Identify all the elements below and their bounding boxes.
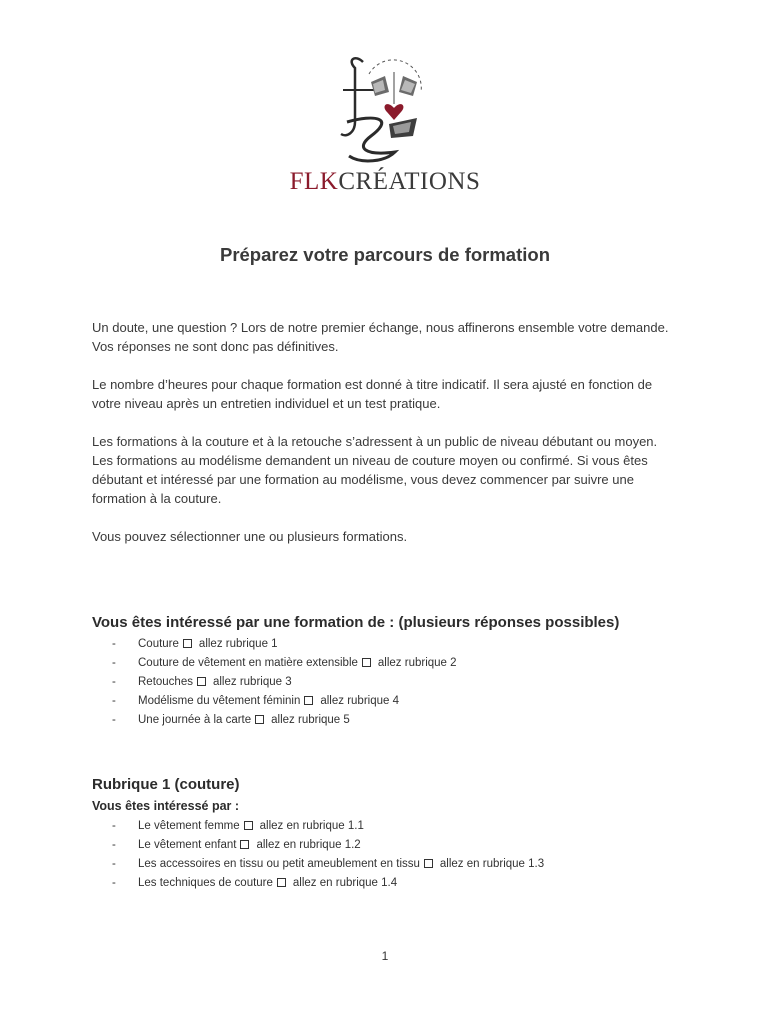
list-item: - Couture de vêtement en matière extensible allez rubrique 2 xyxy=(110,654,457,673)
page-title: Préparez votre parcours de formation xyxy=(219,244,550,265)
brand-flk: FLK xyxy=(289,168,339,195)
formation-list xyxy=(110,635,457,730)
list-item: - Modélisme du vêtement féminin allez rubrique 4 xyxy=(110,692,457,711)
intro-paragraph-2: Le nombre d’heures pour chaque formation est donné à titre indicatif. Il sera ajusté en fonction de votre niveau après un entretien individuel et un test pratique. xyxy=(92,377,653,411)
checkbox[interactable] xyxy=(240,840,249,849)
brand-creations: CRÉATIONS xyxy=(338,168,481,195)
brand-name xyxy=(270,167,500,197)
list-item: - Retouches allez rubrique 3 xyxy=(110,673,457,692)
list-item: - Couture allez rubrique 1 xyxy=(110,635,457,654)
intro-paragraph-3b: Les formations au modélisme demandent un niveau de couture moyen ou confirmé. Si vous êtes débutant et intéressé par une formation au modélisme, vous devez commencer par suivre une formation à la couture. xyxy=(92,453,648,506)
checkbox[interactable] xyxy=(183,639,192,648)
logo-emblem-icon xyxy=(325,52,445,167)
checkbox[interactable] xyxy=(362,658,371,667)
intro-paragraph-3a: Les formations à la couture et à la retouche s’adressent à un public de niveau débutant ou moyen. xyxy=(92,434,658,449)
rubrique1-heading: Rubrique 1 (couture) xyxy=(92,776,240,793)
rubrique1-list xyxy=(110,817,544,893)
checkbox[interactable] xyxy=(197,677,206,686)
checkbox[interactable] xyxy=(304,696,313,705)
intro-paragraph-4: Vous pouvez sélectionner une ou plusieurs formations. xyxy=(92,529,408,544)
rubrique1-subheading: Vous êtes intéressé par : xyxy=(92,799,240,813)
list-item: - Le vêtement femme allez en rubrique 1.1 xyxy=(110,817,544,836)
checkbox[interactable] xyxy=(424,859,433,868)
checkbox[interactable] xyxy=(244,821,253,830)
checkbox[interactable] xyxy=(255,715,264,724)
list-item: - Les techniques de couture allez en rubrique 1.4 xyxy=(110,874,544,893)
page-number: 1 xyxy=(381,949,389,963)
checkbox[interactable] xyxy=(277,878,286,887)
formation-heading: Vous êtes intéressé par une formation de : (plusieurs réponses possibles) xyxy=(92,614,620,631)
list-item: - Une journée à la carte allez rubrique 5 xyxy=(110,711,457,730)
list-item: - Le vêtement enfant allez en rubrique 1.2 xyxy=(110,836,544,855)
intro-text xyxy=(92,318,682,565)
logo xyxy=(270,52,500,202)
list-item: - Les accessoires en tissu ou petit ameublement en tissu allez en rubrique 1.3 xyxy=(110,855,544,874)
intro-paragraph-1: Un doute, une question ? Lors de notre premier échange, nous affinerons ensemble votre demande. Vos réponses ne sont donc pas définitives. xyxy=(92,320,669,354)
